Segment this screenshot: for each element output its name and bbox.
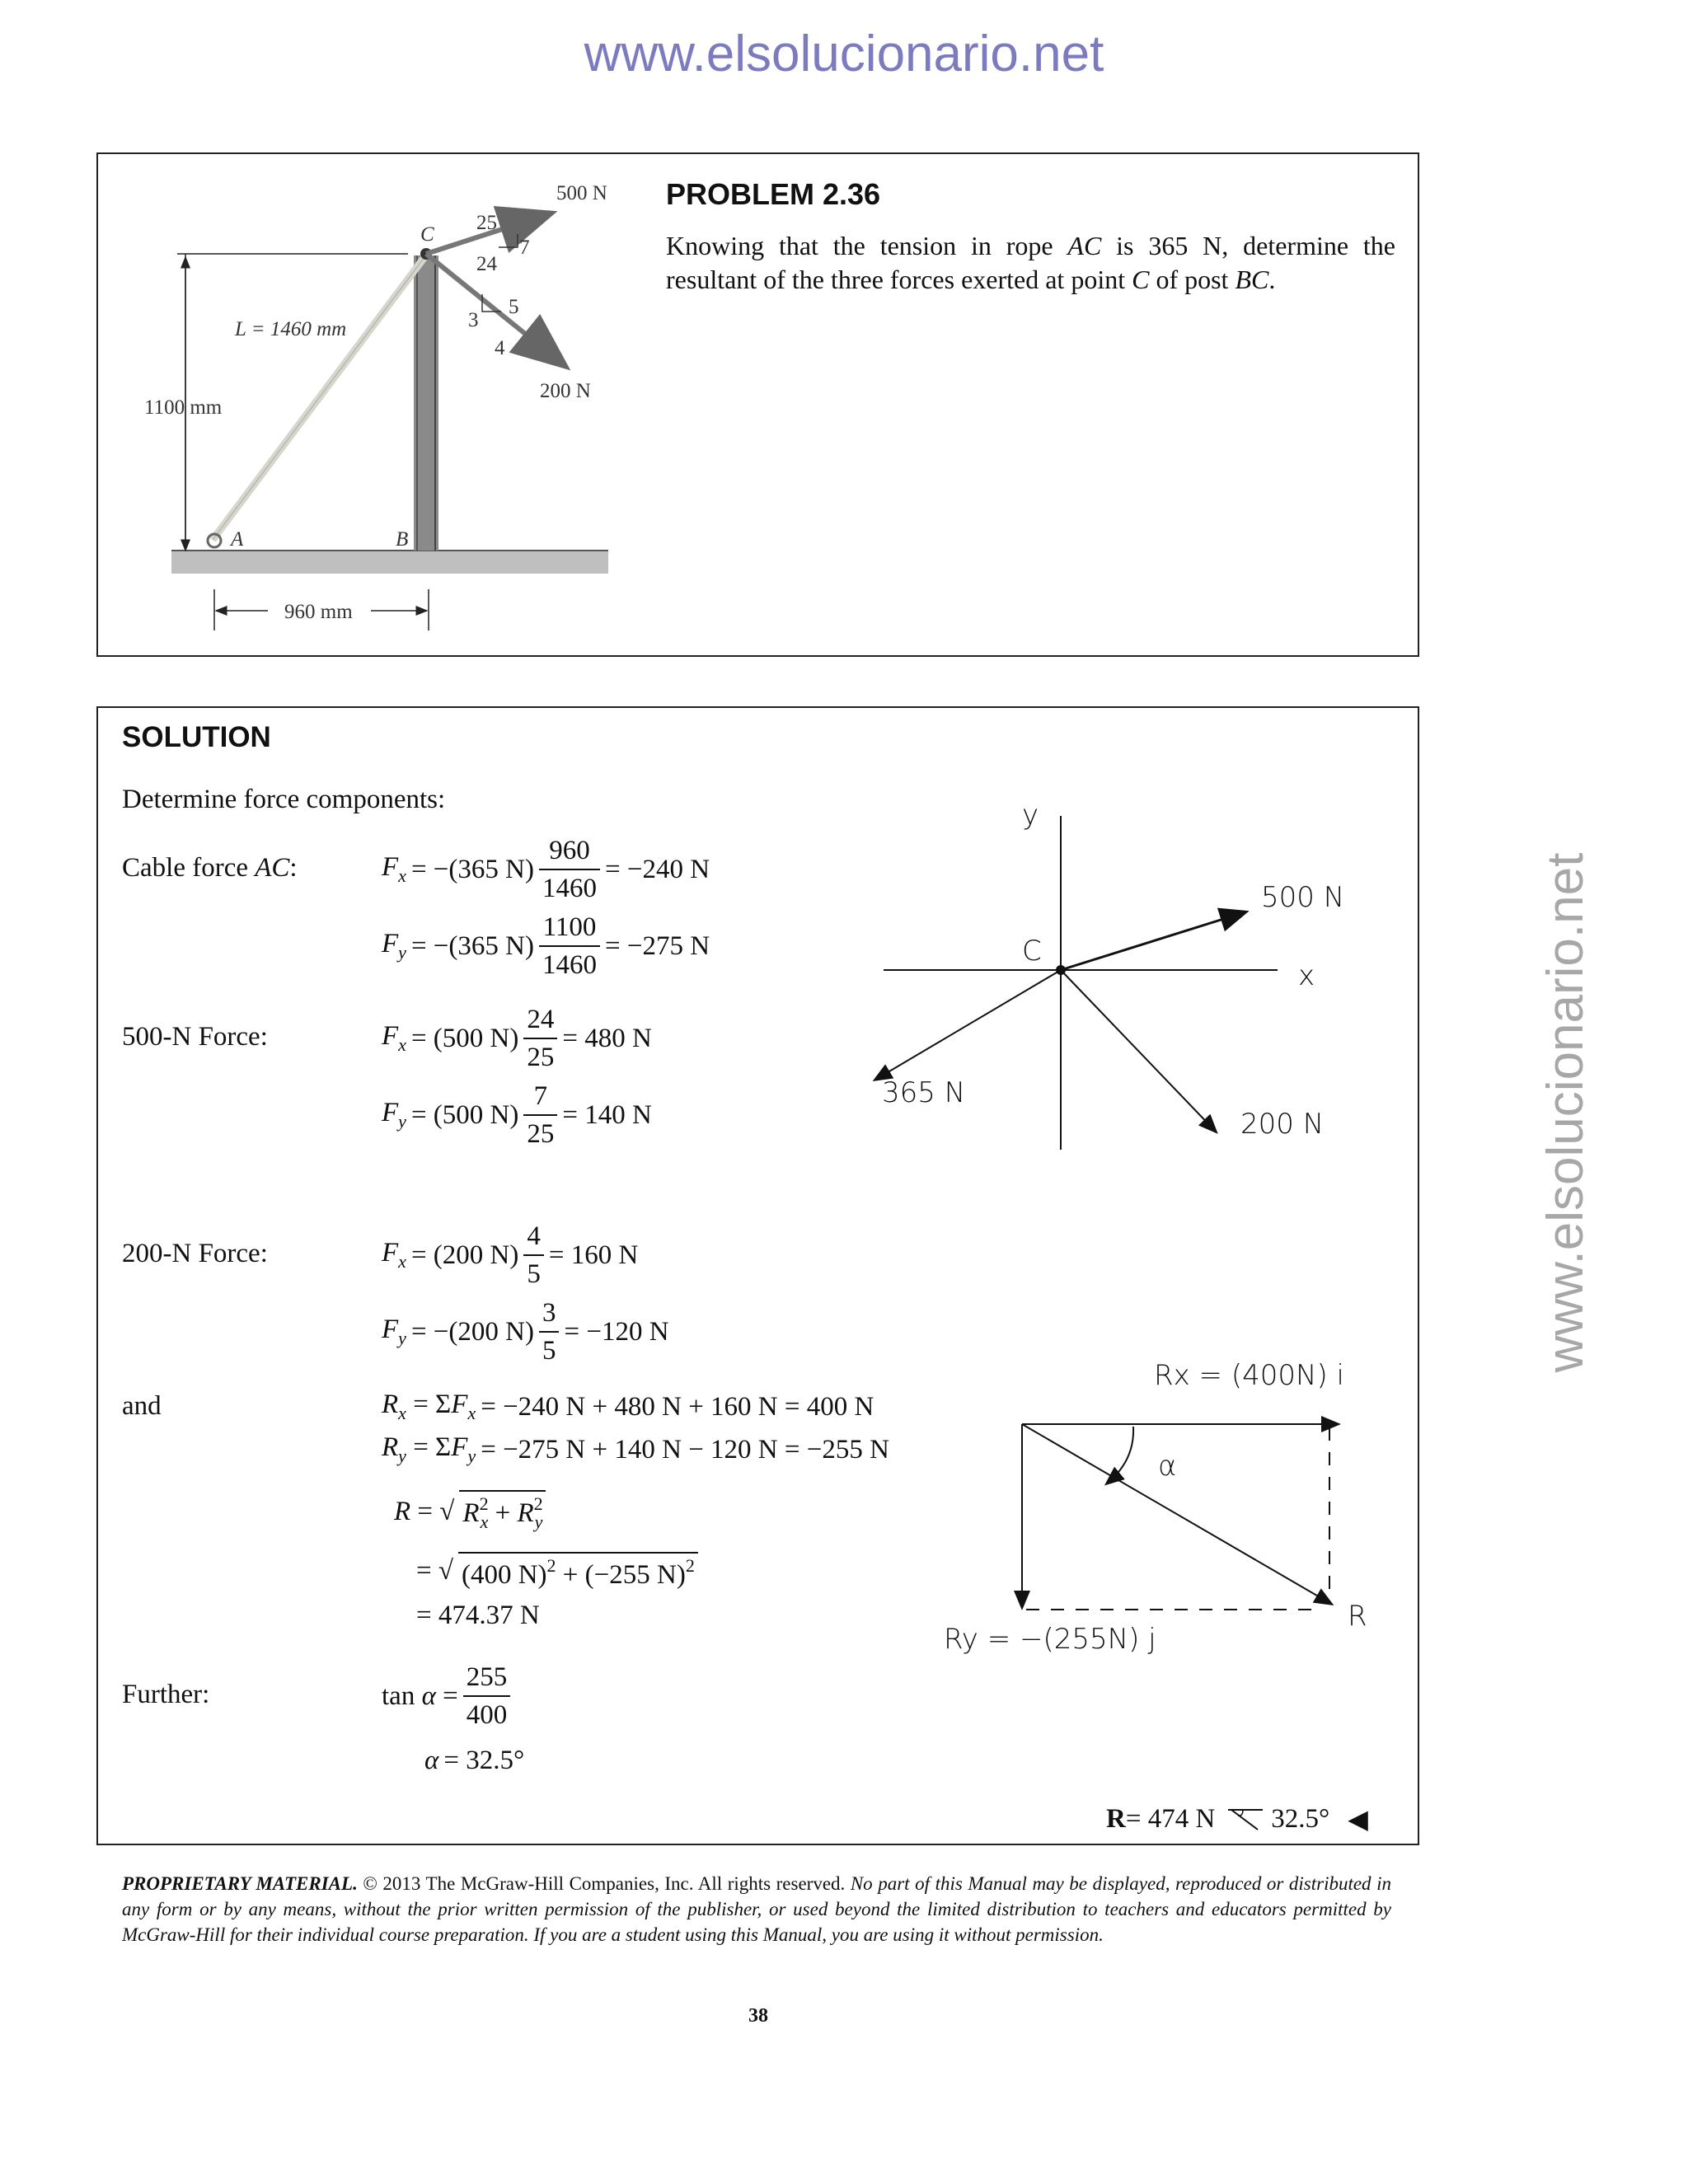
sketch-arrow-365 xyxy=(875,970,1061,1080)
eq-fy-ac: $F_y$ = −(365 N) $\frac{1100}{1460}$ = −275 N xyxy=(382,909,715,983)
resultant-sketch xyxy=(935,1352,1397,1681)
eq-tan: tan α = $\frac{255}{400}$ xyxy=(382,1659,515,1733)
eq-ry: $R_y = \Sigma F_y$ = −275 N + 140 N − 120 N = −255 N xyxy=(382,1432,889,1466)
label-a: A xyxy=(231,528,244,551)
watermark-side: www.elsolucionario.net xyxy=(1537,852,1594,1373)
eq-fx-200: $F_x$ = (200 N) $\frac{4}{5}$ = 160 N xyxy=(382,1218,643,1292)
label-further: Further: xyxy=(122,1680,210,1709)
problem-text-3: of post xyxy=(1149,265,1236,294)
label-c: C xyxy=(420,223,434,246)
label-200n: 200 N xyxy=(540,380,591,402)
sketch-r-vector xyxy=(1022,1424,1331,1604)
problem-text-1: Knowing that the tension in rope xyxy=(666,231,1068,260)
eq-rx: $R_x = \Sigma F_x$ = −240 N + 480 N + 160 N = 400 N xyxy=(382,1390,874,1423)
sketch-c: C xyxy=(1022,935,1042,968)
problem-text-2: is 365 N, determine the resultant of the three forces exerted at point xyxy=(666,231,1396,294)
eq-alpha: α = 32.5° xyxy=(424,1746,525,1775)
sketch-alpha: α xyxy=(1158,1450,1177,1483)
answer-marker-icon: ◀ xyxy=(1348,1804,1368,1834)
label-cable-force: Cable force AC: xyxy=(122,853,298,883)
slope-24: 24 xyxy=(476,253,497,275)
label-200n-force: 200-N Force: xyxy=(122,1239,268,1268)
sketch-arrow-200 xyxy=(1061,970,1216,1132)
problem-text-4: . xyxy=(1268,265,1276,294)
sketch-500n: 500 N xyxy=(1261,881,1345,914)
solution-intro: Determine force components: xyxy=(122,785,446,814)
problem-text-c: C xyxy=(1132,265,1150,294)
footer-copyright: PROPRIETARY MATERIAL. © 2013 The McGraw-Hill Companies, Inc. All rights reserved. No part of this Manual may be displayed, reproduced or distributed in any form or by any means, without the prior written permission of the publisher, or used beyond the limited distribution to teachers and educators permitted by McGraw-Hill for their individual course preparation. If you are a student using this Manual, you are using it without permission. xyxy=(122,1873,1391,1945)
watermark-top: www.elsolucionario.net xyxy=(584,26,1104,82)
problem-text-bc: BC xyxy=(1235,265,1269,294)
solution-title: SOLUTION xyxy=(122,721,271,753)
sketch-365n: 365 N xyxy=(882,1076,966,1109)
eq-fy-200: $F_y$ = −(200 N) $\frac{3}{5}$ = −120 N xyxy=(382,1295,674,1369)
eq-r-sqrt1: R = √ $R^2_x + R^2_y$ xyxy=(394,1490,551,1533)
problem-figure xyxy=(124,165,635,643)
sketch-ry-label: Ry = −(255N) j xyxy=(944,1623,1156,1656)
eq-r-value: = 474.37 N xyxy=(416,1601,540,1630)
sketch-r-label: R xyxy=(1348,1600,1367,1633)
eq-fy-500: $F_y$ = (500 N) $\frac{7}{25}$ = 140 N xyxy=(382,1078,657,1152)
label-length: L = 1460 mm xyxy=(235,318,347,340)
sketch-y: y xyxy=(1022,804,1039,832)
sketch-x: x xyxy=(1298,959,1315,992)
angle-symbol-icon xyxy=(1225,1805,1266,1833)
label-and: and xyxy=(122,1391,162,1421)
slope-7: 7 xyxy=(519,237,530,259)
eq-r-sqrt2: = √ (400 N)$^2$ + (−255 N)$^2$ xyxy=(416,1552,703,1591)
force-sketch xyxy=(865,804,1401,1158)
sketch-200n: 200 N xyxy=(1240,1108,1325,1141)
label-b: B xyxy=(396,528,409,551)
problem-title: PROBLEM 2.36 xyxy=(666,177,881,211)
eq-fx-500: $F_x$ = (500 N) $\frac{24}{25}$ = 480 N xyxy=(382,1001,657,1076)
ground xyxy=(171,551,608,574)
sketch-rx-label: Rx = (400N) i xyxy=(1154,1359,1344,1392)
slope-5: 5 xyxy=(509,296,519,318)
slope-3: 3 xyxy=(468,309,479,331)
problem-statement xyxy=(666,229,1395,297)
eq-fx-ac: $F_x$ = −(365 N) $\frac{960}{1460}$ = −240 N xyxy=(382,832,715,907)
problem-text-ac: AC xyxy=(1067,231,1102,260)
label-500n: 500 N xyxy=(556,182,607,204)
label-width: 960 mm xyxy=(284,601,353,623)
label-height: 1100 mm xyxy=(144,396,223,419)
sketch-arrow-500 xyxy=(1061,912,1245,970)
slope-4: 4 xyxy=(495,337,505,359)
label-500n-force: 500-N Force: xyxy=(122,1022,268,1052)
answer: R = 474 N 32.5° ◀ xyxy=(1106,1803,1368,1834)
slope-25: 25 xyxy=(476,212,497,234)
page-number: 38 xyxy=(748,2005,768,2027)
